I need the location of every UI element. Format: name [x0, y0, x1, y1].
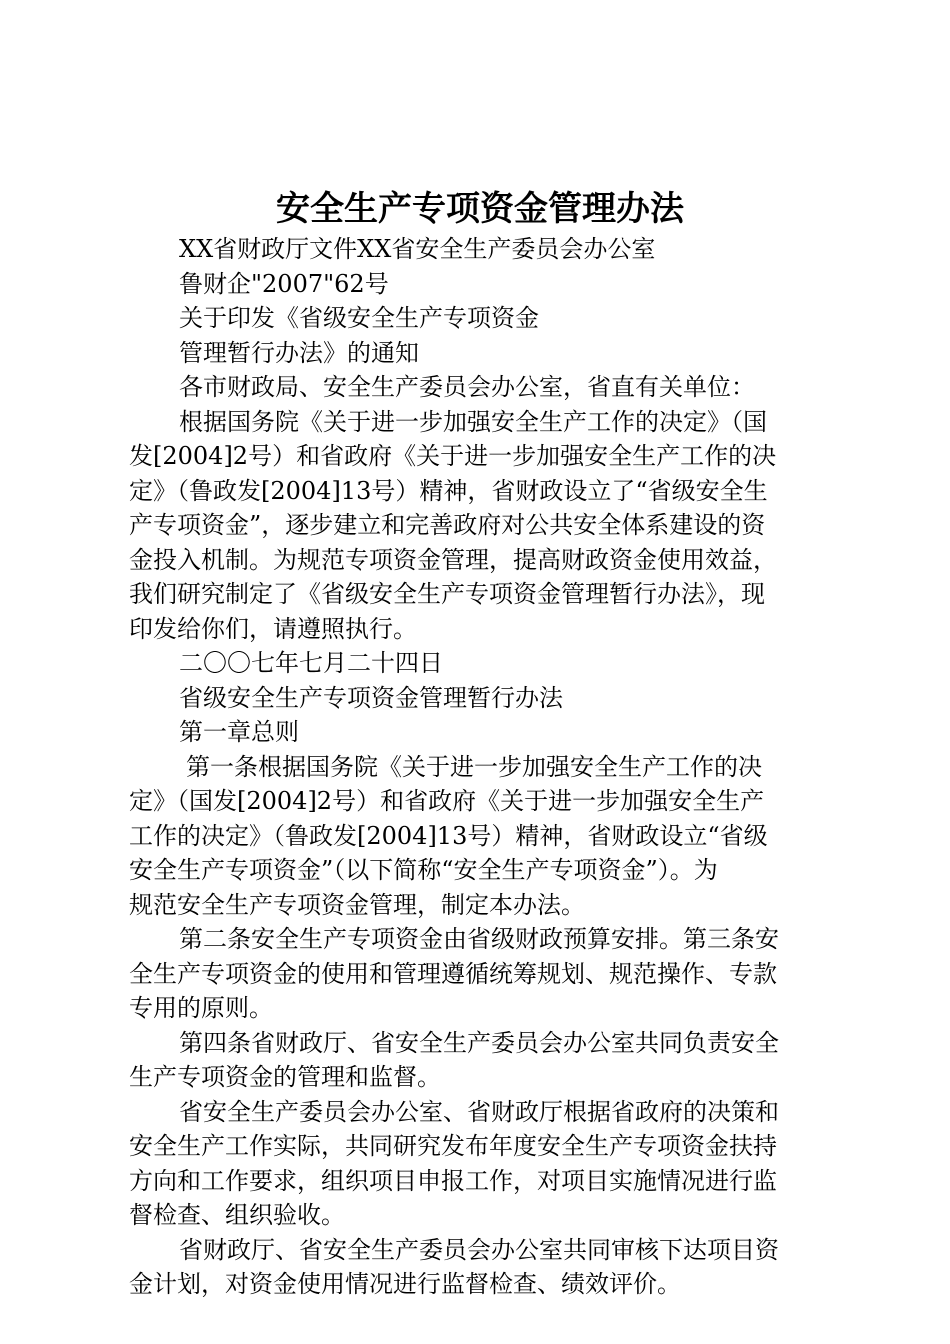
paragraph-line: 工作的决定》（鲁政发[2004]13号）精神，省财政设立“省级: [129, 821, 768, 850]
measures-title: 省级安全生产专项资金管理暂行办法: [179, 683, 563, 712]
paragraph-line: 省安全生产委员会办公室、省财政厅根据省政府的决策和: [179, 1097, 779, 1126]
paragraph-line: 第二条安全生产专项资金由省级财政预算安排。第三条安: [179, 925, 779, 953]
paragraph-line: 全生产专项资金的使用和管理遵循统筹规划、规范操作、专款: [129, 959, 777, 988]
article-four-paragraph: [129, 1026, 834, 1095]
paragraph-line: 安全生产专项资金”（以下简称“安全生产专项资金”）。为: [129, 856, 718, 884]
paragraph-line: 规范安全生产专项资金管理，制定本办法。: [129, 890, 585, 919]
finance-duties-paragraph: [129, 1233, 834, 1302]
paragraph-line: 第一条根据国务院《关于进一步加强安全生产工作的决: [186, 752, 762, 781]
paragraph-line: 产专项资金”，逐步建立和完善政府对公共安全体系建设的资: [129, 511, 766, 539]
article-one-paragraph: [129, 750, 834, 923]
notice-title-line-1: 关于印发《省级安全生产专项资金: [179, 304, 539, 332]
issuer-line: XX省财政厅文件XX省安全生产委员会办公室: [179, 235, 656, 263]
chapter-heading: 第一章总则: [179, 718, 299, 746]
paragraph-line: 我们研究制定了《省级安全生产专项资金管理暂行办法》，现: [129, 580, 765, 608]
paragraph-line: 金计划，对资金使用情况进行监督检查、绩效评价。: [129, 1270, 681, 1298]
notice-date: 二〇〇七年七月二十四日: [179, 649, 443, 677]
paragraph-line: 定》（鲁政发[2004]13号）精神，省财政设立了“省级安全生: [129, 476, 768, 505]
paragraph-line: 生产专项资金的管理和监督。: [129, 1063, 441, 1091]
paragraph-line: 根据国务院《关于进一步加强安全生产工作的决定》（国: [179, 407, 767, 436]
paragraph-line: 第四条省财政厅、省安全生产委员会办公室共同负责安全: [179, 1028, 779, 1057]
paragraph-line: 督检查、组织验收。: [129, 1201, 345, 1229]
document-title: 安全生产专项资金管理办法: [276, 189, 684, 229]
paragraph-line: 安全生产工作实际，共同研究发布年度安全生产专项资金扶持: [129, 1132, 777, 1160]
notice-paragraph: [129, 405, 834, 647]
addressee-line: 各市财政局、安全生产委员会办公室，省直有关单位：: [179, 373, 755, 401]
paragraph-line: 方向和工作要求，组织项目申报工作，对项目实施情况进行监: [129, 1166, 777, 1195]
paragraph-line: 省财政厅、省安全生产委员会办公室共同审核下达项目资: [179, 1235, 779, 1264]
paragraph-line: 定》（国发[2004]2号）和省政府《关于进一步加强安全生产: [129, 787, 765, 815]
document-number: 鲁财企"2007"62号: [179, 269, 389, 298]
office-duties-paragraph: [129, 1095, 834, 1233]
paragraph-line: 金投入机制。为规范专项资金管理，提高财政资金使用效益，: [129, 545, 777, 574]
paragraph-line: 发[2004]2号）和省政府《关于进一步加强安全生产工作的决: [129, 442, 777, 470]
article-two-three-paragraph: [129, 922, 834, 1026]
document-body: [129, 232, 834, 1302]
paragraph-line: 专用的原则。: [129, 994, 273, 1022]
notice-title-line-2: 管理暂行办法》的通知: [179, 338, 419, 367]
paragraph-line: 印发给你们，请遵照执行。: [129, 614, 417, 643]
